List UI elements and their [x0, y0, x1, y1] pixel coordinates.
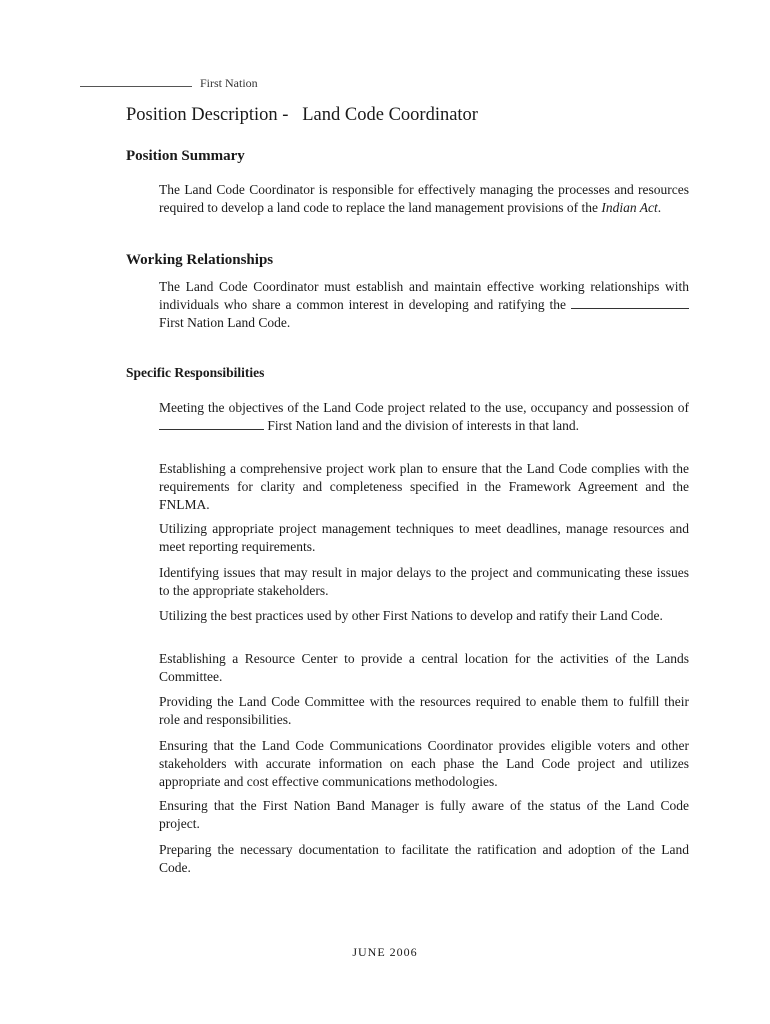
responsibility-item: Utilizing the best practices used by other First Nations to develop and ratify their Land Code. [159, 608, 663, 623]
working-relationships-text [159, 278, 689, 332]
header-first-nation: First Nation [200, 76, 258, 90]
indian-act-italic: Indian Act [601, 200, 658, 215]
responsibility-item: Establishing a comprehensive project work plan to ensure that the Land Code complies with the requirements for clarity and completeness specified in the Framework Agreement and the FNLMA. [159, 461, 689, 512]
footer-date: JUNE 2006 [352, 945, 418, 959]
responsibility-item: Ensuring that the First Nation Band Manager is fully aware of the status of the Land Code project. [159, 798, 689, 831]
page-title: Position Description - Land Code Coordinator [126, 105, 478, 125]
responsibility-item: Establishing a Resource Center to provide a central location for the activities of the Lands Committee. [159, 651, 689, 684]
responsibility-item: Ensuring that the Land Code Communications Coordinator provides eligible voters and other stakeholders with accurate information on each phase the Land Code project and utilizes appropriate and cost effective communications methodologies. [159, 738, 689, 789]
responsibility-item-1-main: Meeting the objectives of the Land Code project related to the use, occupancy and possession of [159, 400, 689, 415]
responsibility-item: Utilizing appropriate project management techniques to meet deadlines, manage resources and meet reporting requirements. [159, 521, 689, 554]
responsibility-item-1-end: First Nation land and the division of interests in that land. [264, 418, 579, 433]
position-summary-text [159, 181, 689, 217]
working-relationships-heading: Working Relationships [126, 252, 274, 268]
header-line [80, 75, 258, 91]
specific-responsibilities-heading: Specific Responsibilities [126, 365, 265, 380]
working-relationships-text-end: First Nation Land Code. [159, 315, 291, 330]
first-nation-name-blank [80, 75, 192, 87]
first-nation-blank [571, 296, 689, 309]
working-relationships-text-main: The Land Code Coordinator must establish and maintain effective working relationships with individuals who share a common interest in developing and ratifying the [159, 279, 689, 312]
responsibility-item: Identifying issues that may result in major delays to the project and communicating these issues to the appropriate stakeholders. [159, 565, 689, 598]
position-summary-text-main: The Land Code Coordinator is responsible for effectively managing the processes and resources required to develop a land code to replace the land management provisions of the [159, 182, 689, 215]
responsibility-item [159, 399, 689, 435]
responsibility-item: Providing the Land Code Committee with the resources required to enable them to fulfill their role and responsibilities. [159, 694, 689, 727]
position-summary-text-end: . [657, 200, 662, 215]
position-summary-heading: Position Summary [126, 148, 245, 164]
first-nation-blank [159, 417, 264, 430]
responsibility-item: Preparing the necessary documentation to facilitate the ratification and adoption of the Land Code. [159, 842, 689, 875]
